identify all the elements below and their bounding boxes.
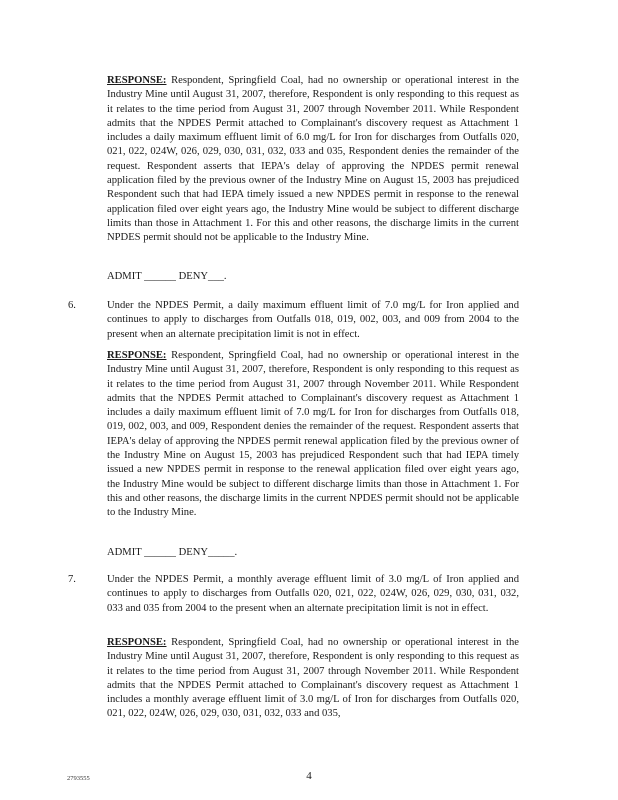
- response-label: RESPONSE:: [107, 350, 167, 361]
- item-text: Under the NPDES Permit, a daily maximum effluent limit of 7.0 mg/L for Iron applied and continues to apply to discharges from Outfalls 018, 019, 002, 003, and 009 from 2004 to the present when an alternate precipitation limit is not in effect.: [107, 300, 519, 340]
- footer-document-id: 2793555: [67, 775, 90, 782]
- admit-deny-line-2: ADMIT ______ DENY_____.: [107, 547, 238, 558]
- item-number: 6.: [68, 300, 76, 311]
- response-label: RESPONSE:: [107, 75, 167, 86]
- response-label: RESPONSE:: [107, 637, 167, 648]
- response-text: Respondent, Springfield Coal, had no ownership or operational interest in the Industry Mine until August 31, 2007, therefore, Respondent is only responding to this request as it relates to the time period from August 31, 2007 through November 2011. While Respondent admits that the NPDES Permit attached to Complainant's discovery request as Attachment 1 includes a daily maximum effluent limit of 6.0 mg/L for Iron for discharges from Outfalls 020, 021, 022, 024W, 026, 029, 030, 031, 032, 033 and 035, Respondent denies the remainder of the request. Respondent asserts that IEPA's delay of approving the NPDES permit renewal application filed by the previous owner of the Industry Mine on August 15, 2003 has prejudiced Respondent such that had IEPA timely issued a new NPDES permit in response to the renewal application filed over eight years ago, the Industry Mine would be subject to different discharge limits than those in Attachment 1. For this and other reasons, the discharge limits in the current NPDES permit should not be applicable to the Industry Mine.: [107, 75, 519, 244]
- response-paragraph-1: [107, 74, 519, 246]
- admit-deny-line-1: ADMIT ______ DENY___.: [107, 271, 227, 282]
- request-item-7: [68, 573, 519, 616]
- page-number: 4: [306, 770, 312, 782]
- item-text: Under the NPDES Permit, a monthly average effluent limit of 3.0 mg/L of Iron applied and continues to apply to discharges from Outfalls 020, 021, 022, 024W, 026, 029, 030, 031, 032, 033 and 035 from 2004 to the present when an alternate precipitation limit is not in effect.: [107, 574, 519, 614]
- item-number: 7.: [68, 574, 76, 585]
- response-paragraph-2: [107, 349, 519, 521]
- response-text: Respondent, Springfield Coal, had no ownership or operational interest in the Industry Mine until August 31, 2007, therefore, Respondent is only responding to this request as it relates to the time period from August 31, 2007 through November 2011. While Respondent admits that the NPDES Permit attached to Complainant's discovery request as Attachment 1 includes a daily maximum effluent limit of 7.0 mg/L for Iron for discharges from Outfalls 018, 019, 002, 003, and 009, Respondent denies the remainder of the request. Respondent asserts that IEPA's delay of approving the NPDES permit renewal application filed by the previous owner of the Industry Mine on August 15, 2003 has prejudiced Respondent such that had IEPA timely issued a new NPDES permit in response to the renewal application filed over eight years ago, the Industry Mine would be subject to different discharge limits than those in Attachment 1. For this and other reasons, the discharge limits in the current NPDES permit should not be applicable to the Industry Mine.: [107, 350, 519, 519]
- response-text: Respondent, Springfield Coal, had no ownership or operational interest in the Industry Mine until August 31, 2007, therefore, Respondent is only responding to this request as it relates to the time period from August 31, 2007 through November 2011. While Respondent admits that the NPDES Permit attached to Complainant's discovery request as Attachment 1 includes a monthly average effluent limit of 3.0 mg/L of Iron for discharges from Outfalls 020, 021, 022, 024W, 026, 029, 030, 031, 032, 033 and 035,: [107, 637, 519, 720]
- response-paragraph-3: [107, 636, 519, 722]
- request-item-6: [68, 299, 519, 342]
